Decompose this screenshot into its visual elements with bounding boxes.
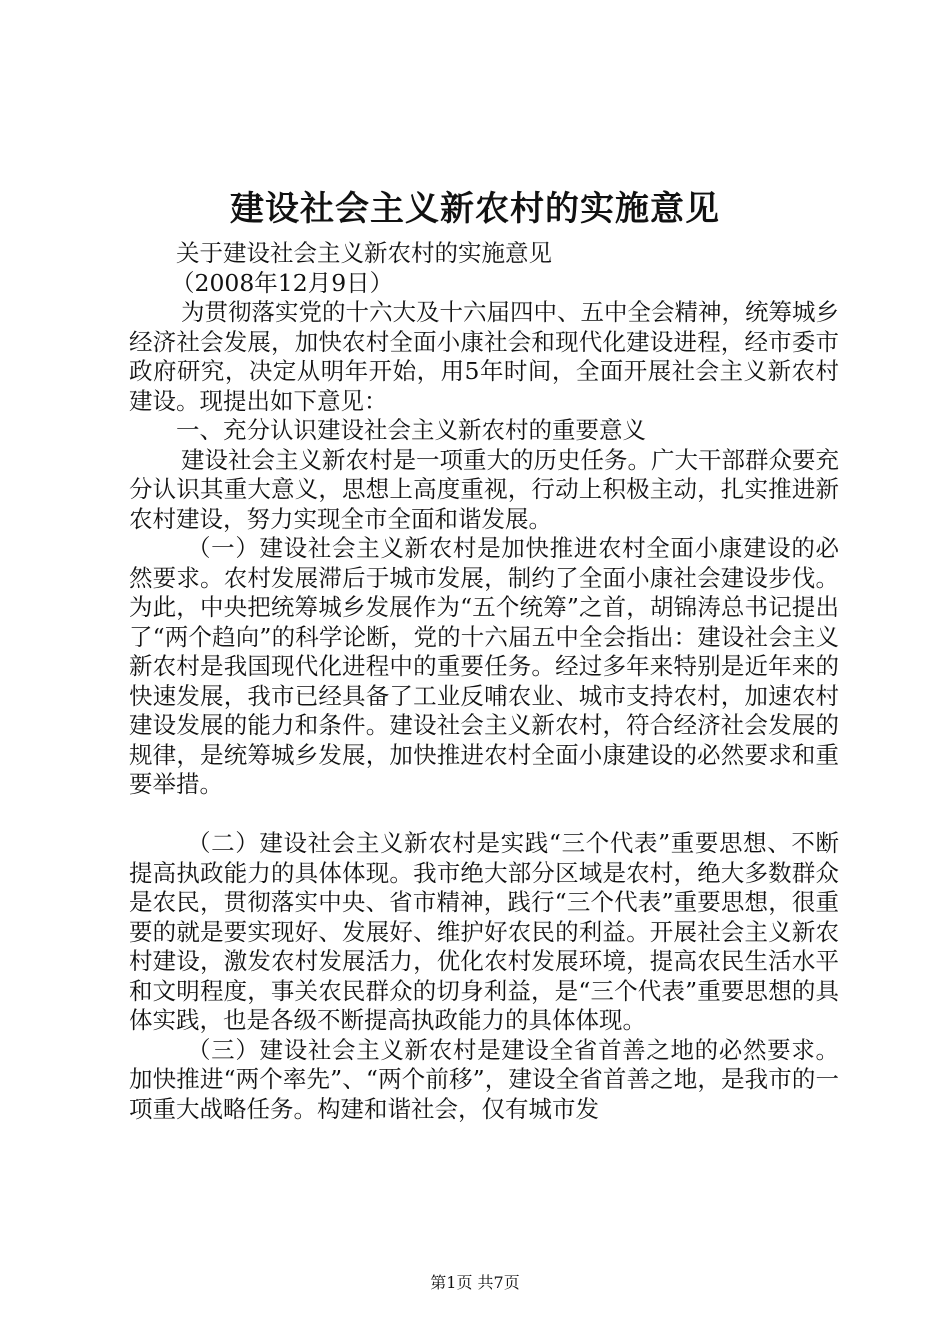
paragraph-gap [129, 800, 839, 830]
document-subtitle: 关于建设社会主义新农村的实施意见 [176, 239, 552, 267]
document-date: （2008年12月9日） [171, 268, 394, 297]
paragraph: （三）建设社会主义新农村是建设全省首善之地的必然要求。加快推进“两个率先”、“两个前移”，建设全省首善之地，是我市的一项重大战略任务。构建和谐社会，仅有城市发 [129, 1035, 839, 1123]
section-heading: 一、充分认识建设社会主义新农村的重要意义 [176, 416, 646, 444]
paragraph: 为贯彻落实党的十六大及十六届四中、五中全会精神，统筹城乡经济社会发展，加快农村全面小康社会和现代化建设进程，经市委市政府研究，决定从明年开始，用5年时间，全面开展社会主义新农村建设。现提出如下意见： [129, 298, 839, 415]
document-body [129, 239, 839, 1124]
paragraph: （二）建设社会主义新农村是实践“三个代表”重要思想、不断提高执政能力的具体体现。我市绝大部分区域是农村，绝大多数群众是农民，贯彻落实中央、省市精神，践行“三个代表”重要思想，很重要的就是要实现好、发展好、维护好农民的利益。开展社会主义新农村建设，激发农村发展活力，优化农村发展环境，提高农民生活水平和文明程度，事关农民群众的切身利益，是“三个代表”重要思想的具体实践，也是各级不断提高执政能力的具体体现。 [129, 829, 839, 1034]
document-title: 建设社会主义新农村的实施意见 [230, 189, 720, 229]
paragraph: （一）建设社会主义新农村是加快推进农村全面小康建设的必然要求。农村发展滞后于城市发展，制约了全面小康社会建设步伐。为此，中央把统筹城乡发展作为“五个统筹”之首，胡锦涛总书记提出了“两个趋向”的科学论断，党的十六届五中全会指出：建设社会主义新农村是我国现代化进程中的重要任务。经过多年来特别是近年来的快速发展，我市已经具备了工业反哺农业、城市支持农村，加速农村建设发展的能力和条件。建设社会主义新农村，符合经济社会发展的规律，是统筹城乡发展，加快推进农村全面小康建设的必然要求和重要举措。 [129, 534, 839, 798]
page-number-footer: 第1页 共7页 [430, 1273, 520, 1292]
paragraph: 建设社会主义新农村是一项重大的历史任务。广大干部群众要充分认识其重大意义，思想上高度重视，行动上积极主动，扎实推进新农村建设，努力实现全市全面和谐发展。 [129, 445, 839, 533]
